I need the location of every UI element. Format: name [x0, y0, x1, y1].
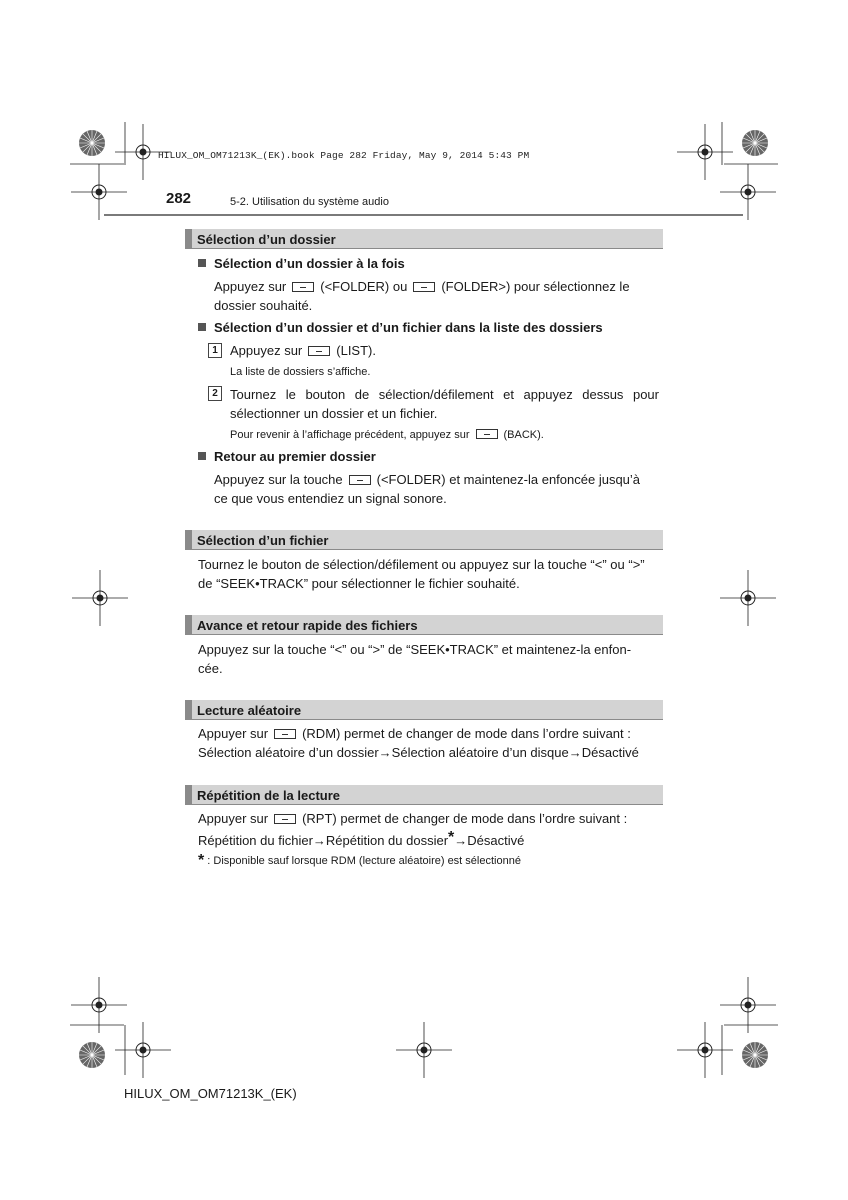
section-header-dossier: [185, 229, 663, 249]
subheading-folder-list: Sélection d’un dossier et d’un fichier dans la liste des dossiers: [198, 320, 603, 335]
paragraph-fast-forward-line2: cée.: [198, 661, 223, 676]
header-rule: [104, 214, 743, 216]
section-header-fichier: [185, 530, 663, 550]
section-title: Répétition de la lecture: [197, 788, 341, 803]
paragraph-folder-select: Appuyez sur (<FOLDER) ou (FOLDER>) pour sélectionnez le: [214, 279, 630, 294]
subheading-return-first-folder: Retour au premier dossier: [198, 449, 376, 464]
page-number: 282: [166, 190, 192, 207]
step2-text-line1: Tournez le bouton de sélection/défilement et appuyez dessus pour: [230, 387, 659, 402]
section-title: Sélection d’un fichier: [197, 533, 329, 548]
step1-text: Appuyez sur (LIST).: [230, 343, 376, 358]
step1-note: La liste de dossiers s’affiche.: [230, 366, 371, 378]
step-number-1: 1: [208, 343, 222, 358]
bullet-square-icon: [198, 259, 206, 267]
chapter-title: 5-2. Utilisation du système audio: [230, 196, 389, 208]
footnote-star: *: [198, 852, 205, 869]
paragraph-random-line1: Appuyer sur (RDM) permet de changer de mode dans l’ordre suivant :: [198, 726, 631, 741]
section-header-aleatoire: [185, 700, 663, 720]
button-icon: [274, 729, 296, 739]
footnote-marker: *: [448, 829, 455, 846]
subheading-folder-one-at-a-time: Sélection d’un dossier à la fois: [198, 256, 405, 271]
button-icon: [292, 282, 314, 292]
section-title: Avance et retour rapide des fichiers: [197, 618, 418, 633]
paragraph-return-first-folder: Appuyez sur la touche (<FOLDER) et maintenez-la enfoncée jusqu’à: [214, 472, 641, 487]
step-number-2: 2: [208, 386, 222, 401]
paragraph-file-select-line2: de “SEEK•TRACK” pour sélectionner le fichier souhaité.: [198, 576, 520, 591]
paragraph-file-select-line1: Tournez le bouton de sélection/défilement ou appuyez sur la touche “<” ou “>”: [198, 557, 645, 572]
button-icon: [349, 475, 371, 485]
bullet-square-icon: [198, 452, 206, 460]
paragraph-repeat-line2: Répétition du fichier→Répétition du dossier*→Désactivé: [198, 829, 525, 848]
paragraph-folder-select-cont: dossier souhaité.: [214, 298, 313, 313]
section-header-repetition: [185, 785, 663, 805]
button-icon: [308, 346, 330, 356]
step2-note: Pour revenir à l’affichage précédent, appuyez sur (BACK).: [230, 429, 544, 441]
button-icon: [274, 814, 296, 824]
section-header-avance: [185, 615, 663, 635]
section-title: Sélection d’un dossier: [197, 232, 336, 247]
paragraph-fast-forward-line1: Appuyez sur la touche “<” ou “>” de “SEEK•TRACK” et maintenez-la enfon-: [198, 642, 632, 657]
paragraph-random-line2: Sélection aléatoire d’un dossier→Sélection aléatoire d’un disque→Désactivé: [198, 745, 639, 760]
footnote: * : Disponible sauf lorsque RDM (lecture aléatoire) est sélectionné: [198, 852, 521, 869]
button-icon: [476, 429, 498, 439]
footer-doc-code: HILUX_OM_OM71213K_(EK): [124, 1086, 297, 1101]
step2-text-line2: sélectionner un dossier et un fichier.: [230, 406, 438, 421]
button-icon: [413, 282, 435, 292]
print-info-line: HILUX_OM_OM71213K_(EK).book Page 282 Friday, May 9, 2014 5:43 PM: [158, 150, 530, 161]
paragraph-return-first-folder-cont: ce que vous entendiez un signal sonore.: [214, 491, 447, 506]
section-title: Lecture aléatoire: [197, 703, 302, 718]
paragraph-repeat-line1: Appuyer sur (RPT) permet de changer de mode dans l’ordre suivant :: [198, 811, 628, 826]
bullet-square-icon: [198, 323, 206, 331]
